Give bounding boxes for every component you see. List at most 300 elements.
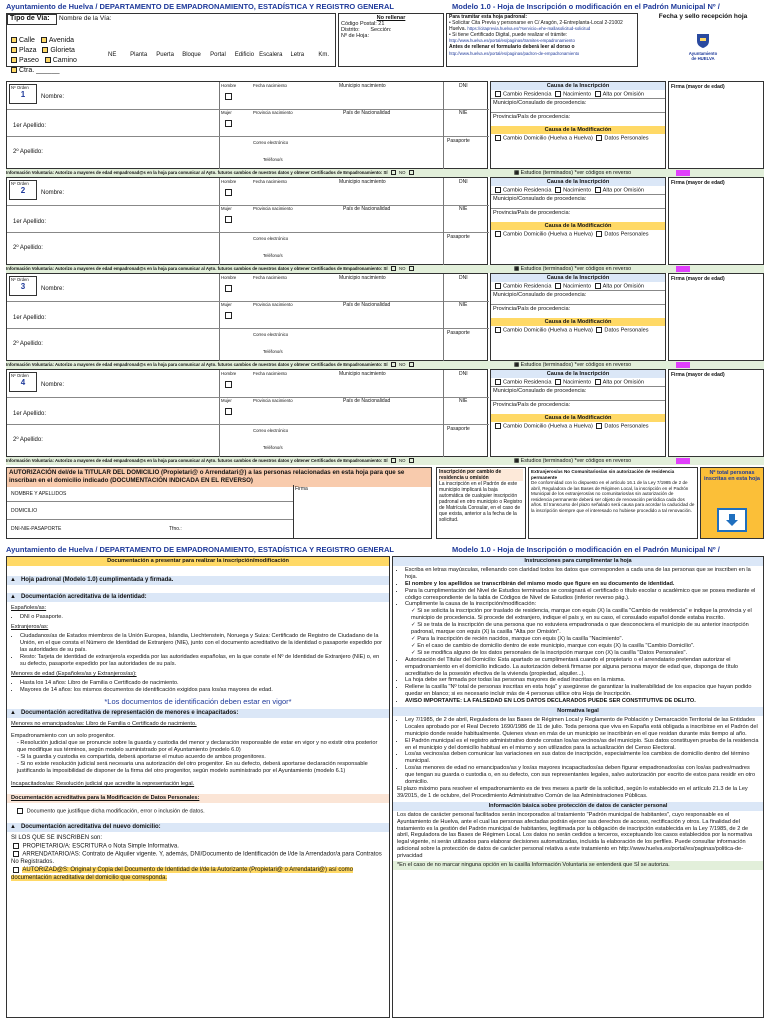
correo-label: Correo electrónico [253,428,289,433]
person-data-grid [6,81,488,169]
municipio-nacimiento-label: Municipio nacimiento [339,179,386,185]
tramitar-b1: Solicitar Cita Previa y personarse en C/ Aragón, 2-Entreplanta-Local 2-21002 Huelva. [449,19,623,33]
propietario-doc: PROPIETARIO/A: ESCRITURA o Nota Simple Informativa. [22,843,179,850]
mujer-checkbox[interactable] [223,312,234,319]
autorizacion-firma-label: Firma [295,486,308,492]
nombre-label: Nombre: [41,382,65,388]
padron-link[interactable]: http://www.huelva.es/portal/es/paginas/padron-de-empadronamiento [449,50,580,56]
cambio-domicilio-checkbox[interactable] [495,231,501,237]
si-los-inscriben: SI LOS QUE SE INSCRIBEN son: [11,835,103,842]
cambio-domicilio-label: Cambio Domicilio (Huelva a Huelva) [503,423,593,430]
dni-label: DNI [459,275,468,281]
autorizacion-nombre-label: NOMBRE Y APELLIDOS [11,491,67,497]
distrito-label: Distrito: [341,27,360,33]
page-header-right: Modelo 1.0 - Hoja de Inscripción o modificación en el Padrón Municipal Nº / [452,2,720,11]
municipio-nacimiento-label: Municipio nacimiento [339,275,386,281]
cambio-domicilio-label: Cambio Domicilio (Huelva a Huelva) [503,135,593,142]
correo-label: Correo electrónico [253,236,289,241]
orden-number: 4 [20,378,26,387]
pais-nacionalidad-label: País de Nacionalidad [343,110,391,116]
provincia-procedencia-label: Provincia/País de procedencia: [491,112,665,121]
causa-modificacion-title: Causa de la Modificación [491,318,665,326]
orden-label: Nº Orden [11,85,29,90]
hombre-checkbox[interactable] [223,381,234,388]
person-block [6,369,764,465]
total-personas-box [700,467,764,539]
nacimiento-checkbox[interactable] [555,379,561,385]
cambio-domicilio-label: Cambio Domicilio (Huelva a Huelva) [503,327,593,334]
col-puerta: Puerta [156,52,174,58]
hombre-label: Hombre [221,275,237,280]
alta-omision-checkbox[interactable] [595,187,601,193]
info-voluntaria-text: Información Voluntaria: Autorizo a mayores de edad empadronad@s en la hoja para comunicar al Ayto. futuros cambios de nuestros datos y obtener Certificados de Empadronamiento: SÍ [6,458,388,463]
info-no-checkbox[interactable] [409,458,414,463]
datos-personales-checkbox[interactable] [596,327,602,333]
pais-nacionalidad-label: País de Nacionalidad [343,206,391,212]
nacimiento-label: Nacimiento [563,379,592,386]
info-voluntaria-text: Información Voluntaria: Autorizo a mayores de edad empadronad@s en la hoja para comunicar al Ayto. futuros cambios de nuestros datos y obtener Certificados de Empadronamiento: SÍ [6,362,388,367]
domicilio-bar: ▲ Documentación acreditativa del nuevo domicilio: [7,823,389,832]
firma-label: Firma (mayor de edad) [671,276,725,282]
incapacitados: Incapacitados/as: Resolución judicial que acredite la representación legal. [11,781,195,787]
no-rellenar-title: No rellenar [376,15,406,21]
cambio-residencia-checkbox[interactable] [495,379,501,385]
propietario-checkbox [13,843,19,849]
nacimiento-label: Nacimiento [563,187,592,194]
fecha-nacimiento-label: Fecha nacimiento [253,83,287,88]
causa-box [490,273,666,361]
datos-personales-label: Datos Personales [604,231,649,238]
col-letra: Letra [290,52,305,58]
via-checkbox-calle[interactable] [11,37,17,43]
col-ne: NE [108,52,117,58]
alta-omision-checkbox[interactable] [595,283,601,289]
estudios-label: Estudios (terminados) *ver códigos en reverso [520,266,632,272]
municipio-procedencia-label: Municipio/Consulado de procedencia: [491,386,665,395]
tramitar-b2: Si tiene Certificado Digital, puede realizar el trámite: [452,31,568,38]
col-km: Km. [318,52,330,58]
autorizacion-domicilio-label: DOMICILIO [11,508,38,514]
pasaporte-label: Pasaporte [447,138,470,144]
causa-box [490,81,666,169]
firma-label: Firma (mayor de edad) [671,180,725,186]
pasaporte-label: Pasaporte [447,426,470,432]
info-no-checkbox[interactable] [409,362,414,367]
apellido2-label: 2º Apellido: [13,437,43,443]
nombre-via-label: Nombre de la Vía: [59,15,112,22]
apellido1-label: 1er Apellido: [13,123,47,129]
apellido1-label: 1er Apellido: [13,315,47,321]
col-escalera: Escalera [259,52,283,58]
guarda-compartida: Si la guardia y custodia es compartida, deberá aportarse el mutuo acuerdo de ambos progenitores. [20,754,266,760]
instr-1: • Escriba en letras mayúsculas, rellenando con claridad todos los datos que corresponden a cada una de las personas que se inscriben en la hoja. [405,567,759,581]
fecha-nacimiento-label: Fecha nacimiento [253,371,287,376]
col-portal: Portal [210,52,226,58]
nie-label: NIE [459,110,468,116]
seccion-label: Sección: [370,27,392,33]
col-bloque: Bloque [182,52,201,58]
nombre-label: Nombre: [41,190,65,196]
via-checkbox-ctra[interactable] [11,67,17,73]
estudios-row [514,457,674,465]
correo-label: Correo electrónico [253,332,289,337]
cambio-residencia-label: Cambio Residencia [503,283,552,290]
cita-previa-link[interactable]: https://citaprevia.huelva.es/?servicio=ehe-mallasolicitud-solicitud [467,26,591,32]
estudios-row [514,169,674,177]
provincia-procedencia-label: Provincia/País de procedencia: [491,400,665,409]
back-header-right: Modelo 1.0 - Hoja de Inscripción o modificación en el Padrón Municipal Nº / [452,545,720,554]
provincia-nacimiento-label: Provincia nacimiento [253,398,293,403]
cambio-domicilio-label: Cambio Domicilio (Huelva a Huelva) [503,231,593,238]
pasaporte-label: Pasaporte [447,330,470,336]
municipio-procedencia-label: Municipio/Consulado de procedencia: [491,290,665,299]
estudios-label: Estudios (terminados) *ver códigos en reverso [520,362,632,368]
modificacion-doc: Documento que justifique dicha modificación, error o inclusión de datos. [26,808,205,815]
mujer-checkbox[interactable] [223,120,234,127]
instr-7: • Rellene la casilla "Nº total de personas inscritas en esta hoja" y asegúrese de garantizar la inalterabilidad de los espacios que hayan podido quedar en blanco; si es necesario incluir más de 4 personas utilice otra Hoja de Inscripción. [405,684,759,698]
extranjeros-box [528,467,698,539]
proteccion-title: Información básica sobre protección de datos de carácter personal [393,802,763,811]
mod-checkbox [17,808,23,814]
causa-modificacion-title: Causa de la Modificación [491,222,665,230]
orden-box [9,276,37,296]
extranjeros-label: Extranjeros/as: [11,624,49,630]
estudios-icon: ▦ [514,362,520,368]
arrendatario-doc: ARRENDATARIO/AS: Contrato de Alquiler vigente. Y, además, DNI/Documento de Identificación de l/de la Arrendador/a para Contratos No Registrados. [11,851,382,866]
apellido1-label: 1er Apellido: [13,411,47,417]
fecha-nacimiento-label: Fecha nacimiento [253,179,287,184]
autorizados-doc: AUTORIZAD@S: Original y Copia del Documento de Identidad de l/de la Autorizante (Propietari@ o Arrendatari@) así como documentación acreditativa del domicilio que corresponda. [11,867,353,881]
alta-omision-checkbox[interactable] [595,379,601,385]
orden-number: 2 [20,186,26,195]
proteccion-foot: *En el caso de no marcar ninguna opción en la casilla Información Voluntaria se entenderá que SÍ se autoriza. [393,861,763,870]
sello-box [642,13,764,67]
mujer-label: Mujer [221,110,232,115]
nacimiento-checkbox[interactable] [555,283,561,289]
nacimiento-checkbox[interactable] [555,91,561,97]
apellido2-label: 2º Apellido: [13,245,43,251]
pasaporte-label: Pasaporte [447,234,470,240]
hombre-label: Hombre [221,371,237,376]
causa-inscripcion-title: Causa de la Inscripción [491,274,665,282]
info-no-label: NO [399,266,406,271]
cambio-residencia-checkbox[interactable] [495,91,501,97]
num-hoja-label: Nº de Hoja: [341,33,369,39]
causa-inscripcion-title: Causa de la Inscripción [491,178,665,186]
info-voluntaria-text: Información Voluntaria: Autorizo a mayores de edad empadronad@s en la hoja para comunicar al Ayto. futuros cambios de nuestros datos y obtener Certificados de Empadronamiento: SÍ [6,170,388,175]
estudios-icon: ▦ [514,458,520,464]
info-si-checkbox[interactable] [391,458,396,463]
datos-personales-checkbox[interactable] [596,231,602,237]
causa-inscripcion-title: Causa de la Inscripción [491,82,665,90]
orden-label: Nº Orden [11,181,29,186]
logo-text: Ayuntamiento de HUELVA [688,51,718,61]
provincia-nacimiento-label: Provincia nacimiento [253,302,293,307]
documentacion-title: Documentación a presentar para realizar la inscripción/modificación [7,557,389,566]
datos-personales-checkbox[interactable] [596,135,602,141]
hombre-checkbox[interactable] [223,189,234,196]
estudios-code-box[interactable] [676,362,690,368]
via-columns [99,52,337,68]
estudios-icon: ▦ [514,170,520,176]
sin-resolucion: Si no existe resolución judicial será necesaria una autorización del otro progenitor. En su defecto, deberá aportarse declaración responsable justificando la imposibilidad de disponer de la firma del otro progenitor, según modelo suministrado por el Ayuntamiento (modelo 6.1) [17,761,368,774]
instr-c4: En el caso de cambio de domicilio dentro de este municipio, marque con equis (X) la casilla "Cambio Domicilio". [417,642,695,649]
extranjeros-ue-doc: • Ciudadanos/as de Estados miembros de la Unión Europea, Islandia, Liechtenstein, Noruega y Suiza: Certificado de Registro de Ciudadano de la Unión, en el que consta el Número de Identidad de Extranjero (NIE), junto con el documento acreditativo de la identidad o pasaporte expedido por las autoridades de su país. [20,633,385,654]
estudios-label: Estudios (terminados) *ver códigos en reverso [520,170,632,176]
datos-personales-label: Datos Personales [604,423,649,430]
cambio-residencia-label: Cambio Residencia [503,379,552,386]
nacimiento-checkbox[interactable] [555,187,561,193]
tramitar-box: Para tramitar esta hoja padronal: • Solicitar Cita Previa y personarse en C/ Aragón, 2-Entreplanta-Local 2-21002 Huelva. https://citaprevia.huelva.es/?servicio=ehe-mallasolicitud-solicitud • Si tiene Certificado Digital, puede realizar el trámite: http://www.huelva.es/portal/es/paginas/tramites-empadronamiento Antes de rellenar el formulario deberá leer al dorso o http://www.huelva.es/portal/es/paginas/padron-de-empadronamiento [446,13,638,67]
huelva-logo [686,33,720,59]
info-no-label: NO [399,458,406,463]
dni-label: DNI [459,83,468,89]
via-checkbox-camino[interactable] [45,57,51,63]
estudios-label: Estudios (terminados) *ver códigos en reverso [520,458,632,464]
nacimiento-label: Nacimiento [563,283,592,290]
nie-label: NIE [459,206,468,212]
tramites-link[interactable]: http://www.huelva.es/portal/es/paginas/tramites-empadronamiento [449,38,575,44]
menores-mayores14: • Mayores de 14 años: los mismos documentos de identificación exigidos para los/as mayores de edad. [20,687,385,694]
cambio-residencia-checkbox[interactable] [495,283,501,289]
instrucciones-panel: Instrucciones para cumplimentar la hoja • Escriba en letras mayúsculas, rellenando con claridad todos los datos que corresponden a cada una de las personas que se inscriben en la hoja. • El nombre y los apellidos se transcribirán del mismo modo que figure en su documento de identidad. • Para la cumplimentación del Nivel de Estudios terminados se consignará el certificado o título escolar o académico que se posea mediante el código correspondiente de la tabla de Códigos de Nivel de Estudios (inferior reverso pág.). • Cumplimente la causa de la inscripción/modificación: ✓ Si se solicita la inscripción por traslado de residencia, marque con equis (X) la casilla "Cambio de residencia" e indique la provincia y el municipio de procedencia. Si procede del extranjero, indique el país y, en su caso, el consulado español donde estaba inscrito. ✓ Si se trata de la inscripción de una persona que no estuviera empadronada o que desconociera el municipio de su anterior inscripción padronal, marque con equis (X) la casilla "Alta por Omisión". ✓ Para la inscripción de recién nacidos, marque con equis (X) la casilla "Nacimiento". ✓ En el caso de cambio de domicilio dentro de este municipio, marque con equis (X) la casilla "Cambio Domicilio". ✓ Si se modifica alguno de los datos personales de la inscripción marque con (X) la casilla "Datos Personales". • Autorización del Titular del Domicilio: Esta apartado se cumplimentará cuando el propietario o el arrendatario pretendan autorizar el empadronamiento en el domicilio indicado. La autorización deberá firmarse por alguna persona mayor de edad que, disponga de título acreditativo de la posesión efectiva de la vivienda (propiedad, alquiler...). • La hoja debe ser firmada por todas las personas mayores de edad inscritas en la misma. • Rellene la casilla "Nº total de personas inscritas en esta hoja" y asegúrese de garantizar la inalterabilidad de los espacios que hayan podido quedar en blanco; si es necesario incluir más de 4 personas utilice otra Hoja de Inscripción. • AVISO IMPORTANTE: LA FALSEDAD EN LOS DATOS DECLARADOS PUEDE SER CONSTITUTIVE DE DELITO. Normativa legal • Ley 7/1985, de 2 de abril, Reguladora de las Bases de Régimen Local y Reglamento de Población y Demarcación Territorial de las Entidades Locales aprobado por el Real Decreto 1690/1986 de 11 de julio. Toda persona que viva en España está obligada a inscribirse en el Padrón del municipio donde reside habitualmente. Quienes vivan en más de un municipio se inscribirán en el que residan durante más tiempo al año. • El Padrón municipal es el registro administrativo donde constan los/as vecinos/as del municipio. Sus datos constituyen prueba de la residencia en el municipio y del domicilio habitual en el mismo y son utilizados para la actualización del Censo Electoral. • Los/as vecinos/as deben comunicar las variaciones en sus datos de inscripción, especialmente los cambios de domicilio dentro del término municipal. • Los/as menores de edad no emancipados/as y los/as mayores incapacitados/as deben figurar empadronados/as con los/as padres/madres que tengan su guarda o custodia o, en su defecto, con sus representantes legales, salvo autorización por escrito de estos para residir en otro domicilio. El plazo máximo para resolver el empadronamiento es de tres meses a partir de la solicitud, según lo establecido en el artículo 21.3 de la Ley 39/2015, de 1 de octubre, del Procedimiento Administrativo Común de las Administraciones Públicas. Información básica sobre protección de datos de carácter personal Los datos de carácter personal facilitados serán incorporados al tratamiento "Padrón municipal de habitantes", cuyo responsable es el Ayuntamiento de Huelva, ante el cual las personas afectadas podrán ejercer sus derechos de acceso, rectificación y otros. La finalidad del tratamiento es la gestión del Padrón municipal de habitantes, legitimada por la obligación de inscripción establecida en la Ley 7/1985, de 2 de abril, Reguladora de las Bases de Régimen Local. Los datos no serán cedidos a terceros, exceptuando los casos establecidos por la normativa legal vigente, ni serán utilizados para elaborar decisiones automatizadas, incluida la elaboración de los perfiles. Puede consultar información adicional sobre la protección de datos de carácter personal relativa a este tratamiento en http://www.huelva.es/portal/es/paginas/politica-de-privacidad *En el caso de no marcar ninguna opción en la casilla Información Voluntaria se entenderá que SÍ se autoriza. [392,556,764,1018]
instr-2: • El nombre y los apellidos se transcribirán del mismo modo que figure en su documento de identidad. [405,581,759,588]
arrendatario-checkbox [13,851,19,857]
municipio-procedencia-label: Municipio/Consulado de procedencia: [491,194,665,203]
cambio-residencia-label: Cambio Residencia [503,187,552,194]
normativa-2: • El Padrón municipal es el registro administrativo donde constan los/as vecinos/as del municipio. Sus datos constituyen prueba de la residencia en el municipio y del domicilio habitual en el mismo y son utilizados para la actualización del Censo Electoral. [405,738,759,752]
tramitar-antes: Antes de rellenar el formulario deberá leer al dorso o [449,43,575,50]
alta-omision-label: Alta por Omisión [602,379,644,386]
cambio-domicilio-checkbox[interactable] [495,327,501,333]
via-checkbox-glorieta[interactable] [42,47,48,53]
vigor-note: *Los documentos de identificación deben estar en vigor* [104,697,292,706]
info-no-label: NO [399,170,406,175]
normativa-title: Normativa legal [393,707,763,716]
extranjeros-resto-doc: • Resto: Tarjeta de identidad de extranjero/a expedida por las autoridades españolas, en la que conste el Nº de Identidad de Extranjero (NIE) o, en su defecto, pasaporte expedido por las autoridades de su país. [20,654,385,668]
espanoles-label: Españoles/as: [11,605,47,611]
estudios-code-box[interactable] [676,170,690,176]
telefono-label: Teléfono/s [263,253,283,258]
instr-4: • Cumplimente la causa de la inscripción/modificación: [405,601,759,608]
datos-personales-label: Datos Personales [604,135,649,142]
normativa-3: • Los/as vecinos/as deben comunicar las variaciones en sus datos de inscripción, especialmente los cambios de domicilio dentro del término municipal. [405,751,759,765]
via-checkbox-plaza[interactable] [11,47,17,53]
instr-c1: Si se solicita la inscripción por traslado de residencia, marque con equis (X) la casilla "Cambio de residencia" e indique la provincia y el municipio de procedencia. Si procede del extranjero, indique el país y, en su caso, el consulado español donde estaba inscrito. [411,608,752,622]
provincia-nacimiento-label: Provincia nacimiento [253,206,293,211]
mujer-checkbox[interactable] [223,216,234,223]
hombre-label: Hombre [221,179,237,184]
hoja-padronal-bar: ▲ Hoja padronal (Modelo 1.0) cumplimentada y firmada. [7,576,389,585]
person-block [6,81,764,177]
info-si-checkbox[interactable] [391,362,396,367]
col-edificio: Edificio [234,52,255,58]
via-checkbox-avenida[interactable] [41,37,47,43]
alta-omision-checkbox[interactable] [595,91,601,97]
mujer-label: Mujer [221,398,232,403]
alta-omision-label: Alta por Omisión [602,187,644,194]
municipio-nacimiento-label: Municipio nacimiento [339,83,386,89]
total-personas-title: Nº total personas inscritas en esta hoja [704,470,760,482]
orden-label: Nº Orden [11,277,29,282]
instr-c5: Si se modifica alguno de los datos personales de la inscripción marque con (X) la casilla "Datos Personales". [417,649,688,656]
instr-6: • La hoja debe ser firmada por todas las personas mayores de edad inscritas en la misma. [405,677,759,684]
menores-hasta14: • Hasta los 14 años: Libro de Familia o Certificado de nacimiento. [20,680,385,687]
arrow-down-icon [725,513,739,527]
info-no-checkbox[interactable] [409,170,414,175]
tipo-via-label: Tipo de Vía: [7,14,57,25]
nacimiento-label: Nacimiento [563,91,592,98]
inscripcion-cambio-box [436,467,526,539]
menores-label: Menores de edad (Españoles/as y Extranjeros/as): [11,671,137,677]
info-no-label: NO [399,362,406,367]
person-data-grid [6,369,488,457]
alta-omision-label: Alta por Omisión [602,283,644,290]
person-block [6,177,764,273]
nombre-label: Nombre: [41,94,65,100]
representacion-bar: ▲ Documentación acreditativa de representación de menores e incapacitados: [7,709,389,718]
apellido2-label: 2º Apellido: [13,149,43,155]
provincia-nacimiento-label: Provincia nacimiento [253,110,293,115]
datos-personales-checkbox[interactable] [596,423,602,429]
causa-box [490,177,666,265]
correo-label: Correo electrónico [253,140,289,145]
causa-box [490,369,666,457]
via-block [6,13,336,74]
firma-box[interactable] [668,177,764,265]
cambio-residencia-label: Cambio Residencia [503,91,552,98]
instr-c3: Para la inscripción de recién nacidos, marque con equis (X) la casilla "Nacimiento". [417,635,624,642]
orden-number: 3 [20,282,26,291]
back-header-left: Ayuntamiento de Huelva / DEPARTAMENTO DE EMPADRONAMIENTO, ESTADÍSTICA Y REGISTRO GENERAL [6,545,394,554]
alta-omision-label: Alta por Omisión [602,91,644,98]
tramitar-title: Para tramitar esta hoja padronal: [449,14,528,20]
firma-box[interactable] [668,369,764,457]
modificacion-title: Documentación acreditativa para la Modificación de Datos Personales: [7,794,389,803]
extranjeros-text: De conformidad con lo dispuesto en el artículo 16.1 de la Ley 7/1985 de 2 de abril, Reguladora de las Bases de Régimen Local, la inscripción en el Padrón Municipal de los extranjeros/as no comunitarios/as sin autorización de residencia permanente deberá ser objeto de renovación periódica cada dos años. El transcurso del plazo señalado será causa para acordar la caducidad de la inscripción siempre que el interesado no hubiese procedido a tal renovación. [531,480,695,513]
orden-box [9,372,37,392]
person-data-grid [6,177,488,265]
espanoles-doc: • DNI o Pasaporte. [20,614,385,621]
un-progenitor: Empadronamiento con un solo progenitor. [11,733,115,739]
estudios-code-box[interactable] [676,458,690,464]
normativa-1: • Ley 7/1985, de 2 de abril, Reguladora de las Bases de Régimen Local y Reglamento de Población y Demarcación Territorial de las Entidades Locales aprobado por el Real Decreto 1690/1986 de 11 de julio. Toda persona que viva en España está obligada a inscribirse en el Padrón del municipio donde reside habitualmente. Quienes vivan en más de un municipio se inscribirán en el que residan durante más tiempo al año. [405,717,759,738]
telefono-label: Teléfono/s [263,157,283,162]
no-emancipados: Menores no emancipados/as: Libro de Familia o Certificado de nacimiento. [11,721,197,727]
identidad-bar: ▲ Documentación acreditativa de la identidad: [7,593,389,602]
nie-label: NIE [459,398,468,404]
total-personas-input[interactable] [717,508,747,532]
sello-title: Fecha y sello recepción hoja [658,13,748,20]
provincia-procedencia-label: Provincia/País de procedencia: [491,304,665,313]
apellido2-label: 2º Apellido: [13,341,43,347]
estudios-code-box[interactable] [676,266,690,272]
info-si-checkbox[interactable] [391,170,396,175]
info-si-checkbox[interactable] [391,266,396,271]
orden-label: Nº Orden [11,373,29,378]
documentacion-panel: Documentación a presentar para realizar la inscripción/modificación ▲ Hoja padronal (Modelo 1.0) cumplimentada y firmada. ▲ Documentación acreditativa de la identidad: Españoles/as: • DNI o Pasaporte. Extranjeros/as: • Ciudadanos/as de Estados miembros de la Unión Europea, Islandia, Liechtenstein, Noruega y Suiza: Certificado de Registro de Ciudadano de la Unión, en el que consta el Número de Identidad de Extranjero (NIE), junto con el documento acreditativo de la identidad o pasaporte expedido por las autoridades de su país. • Resto: Tarjeta de identidad de extranjero/a expedida por las autoridades españolas, en la que conste el Nº de Identidad de Extranjero (NIE) o, en su defecto, pasaporte expedido por las autoridades de su país. Menores de edad (Españoles/as y Extranjeros/as): • Hasta los 14 años: Libro de Familia o Certificado de nacimiento. • Mayores de 14 años: los mismos documentos de identificación exigidos para los/as mayores de edad. *Los documentos de identificación deben estar en vigor* ▲ Documentación acreditativa de representación de menores e incapacitados: Menores no emancipados/as: Libro de Familia o Certificado de nacimiento. Empadronamiento con un solo progenitor. - Resolución judicial que se pronuncie sobre la guarda y custodia del menor y declaración responsable de estar en vigor y no existir otra posterior que modifique sus términos, según modelo suministrado por el Ayuntamiento (modelo 6.0) - Si la guardia y custodia es compartida, deberá aportarse el mutuo acuerdo de ambos progenitores. - Si no existe resolución judicial será necesaria una autorización del otro progenitor. En su defecto, deberá aportarse declaración responsable justificando la imposibilidad de disponer de la firma del otro progenitor, según modelo suministrado por el Ayuntamiento (modelo 6.1) Incapacitados/as: Resolución judicial que acredite la representación legal. Documentación acreditativa para la Modificación de Datos Personales: Documento que justifique dicha modificación, error o inclusión de datos. ▲ Documentación acreditativa del nuevo domicilio: SI LOS QUE SE INSCRIBEN son: PROPIETARIO/A: ESCRITURA o Nota Simple Informativa. ARRENDATARIO/AS: Contrato de Alquiler vigente. Y, además, DNI/Documento de Identificación de l/de la Arrendador/a para Contratos No Registrados. AUTORIZAD@S: Original y Copia del Documento de Identidad de l/de la Autorizante (Propietari@ o Arrendatari@) así como documentación acreditativa del domicilio que corresponda. [6,556,390,1018]
instrucciones-title: Instrucciones para cumplimentar la hoja [393,557,763,566]
firma-label: Firma (mayor de edad) [671,84,725,90]
cambio-domicilio-checkbox[interactable] [495,135,501,141]
autorizacion-title: AUTORIZACIÓN del/de la TITULAR DEL DOMICILIO (Propietari@ o Arrendatari@) a las personas relacionadas en esta hoja para que se inscriban en el domicilio indicado (DOCUMENTACIÓN INDICADA EN EL REVERSO) [7,468,431,487]
orden-box [9,84,37,104]
no-rellenar-box [338,13,444,67]
causa-inscripcion-title: Causa de la Inscripción [491,370,665,378]
dni-label: DNI [459,371,468,377]
mujer-label: Mujer [221,302,232,307]
autorizacion-tfno-label: Tfno.: [169,526,182,532]
autorizacion-dni-label: DNI-NIE-PASAPORTE [11,526,62,532]
col-planta: Planta [130,52,148,58]
telefono-label: Teléfono/s [263,349,283,354]
normativa-4: • Los/as menores de edad no emancipados/as y los/as mayores incapacitados/as deben figurar empadronados/as con los/as padres/madres que tengan su guarda o custodia o, en su defecto, con sus representantes legales, salvo autorización por escrito de estos para residir en otro domicilio. [405,765,759,786]
firma-box[interactable] [668,273,764,361]
estudios-row [514,265,674,273]
page-header-left: Ayuntamiento de Huelva / DEPARTAMENTO DE EMPADRONAMIENTO, ESTADÍSTICA Y REGISTRO GENERAL [6,2,394,11]
firma-label: Firma (mayor de edad) [671,372,725,378]
municipio-procedencia-label: Municipio/Consulado de procedencia: [491,98,665,107]
municipio-nacimiento-label: Municipio nacimiento [339,371,386,377]
codigo-postal: Código Postal: 21 [341,21,385,27]
orden-box [9,180,37,200]
instr-c2: Si se trata de la inscripción de una persona que no estuviera empadronada o que desconociera el municipio de su anterior inscripción padronal, marque con equis (X) la casilla "Alta por Omisión". [411,622,749,636]
telefono-label: Teléfono/s [263,445,283,450]
hombre-label: Hombre [221,83,237,88]
instr-3: • Para la cumplimentación del Nivel de Estudios terminados se consignará el certificado o título escolar o académico que se posea mediante el código correspondiente de la tabla de Códigos de Nivel de Estudios (inferior reverso pág.). [405,588,759,602]
person-block [6,273,764,369]
resolucion-judicial: Resolución judicial que se pronuncie sobre la guarda y custodia del menor y declaración responsable de estar en vigor y no existir otra posterior que modifique sus términos, según modelo suministrado por el Ayuntamiento (modelo 6.0) [17,740,378,753]
info-voluntaria-text: Información Voluntaria: Autorizo a mayores de edad empadronad@s en la hoja para comunicar al Ayto. futuros cambios de nuestros datos y obtener Certificados de Empadronamiento: SÍ [6,266,388,271]
estudios-icon: ▦ [514,266,520,272]
pais-nacionalidad-label: País de Nacionalidad [343,302,391,308]
cambio-residencia-checkbox[interactable] [495,187,501,193]
estudios-row [514,361,674,369]
firma-box[interactable] [668,81,764,169]
nie-label: NIE [459,302,468,308]
via-checkbox-paseo[interactable] [11,57,17,63]
causa-modificacion-title: Causa de la Modificación [491,126,665,134]
via-options: Calle Avenida Plaza Glorieta Paseo Camino Ctra. ______ [9,36,99,76]
hombre-checkbox[interactable] [223,285,234,292]
instr-5: • Autorización del Titular del Domicilio: Esta apartado se cumplimentará cuando el propietario o el arrendatario pretendan autorizar el empadronamiento en el domicilio indicado. La autorización deberá firmarse por alguna persona mayor de edad que, disponga de título acreditativo de la posesión efectiva de la vivienda (propiedad, alquiler...). [405,657,759,678]
dni-label: DNI [459,179,468,185]
causa-modificacion-title: Causa de la Modificación [491,414,665,422]
mujer-label: Mujer [221,206,232,211]
inscripcion-cambio-text: La inscripción en el Padrón de este municipio implicará la baja automática de cualquier inscripción padronal en otro municipio o Registro de Matrícula Consular, en el caso de que exista, anterior a la fecha de la solicitud. [439,481,523,523]
apellido1-label: 1er Apellido: [13,219,47,225]
hombre-checkbox[interactable] [223,93,234,100]
inscripcion-cambio-title: Inscripción por cambio de residencia u omisión [439,469,523,481]
normativa-5: El plazo máximo para resolver el empadronamiento es de tres meses a partir de la solicitud, según lo establecido en el artículo 21.3 de la Ley 39/2015, de 1 de octubre, del Procedimiento Administrativo Común de las Administraciones Públicas. [397,786,748,799]
nombre-label: Nombre: [41,286,65,292]
instr-8: • AVISO IMPORTANTE: LA FALSEDAD EN LOS DATOS DECLARADOS PUEDE SER CONSTITUTIVE DE DELITO. [405,698,759,705]
fecha-nacimiento-label: Fecha nacimiento [253,275,287,280]
extranjeros-title: Extranjeros/as No Comunitarios/as sin autorización de residencia permanente [531,469,675,480]
shield-icon [696,33,710,49]
person-data-grid [6,273,488,361]
autorizacion-box [6,467,432,539]
info-no-checkbox[interactable] [409,266,414,271]
autorizados-checkbox [13,867,19,873]
pais-nacionalidad-label: País de Nacionalidad [343,398,391,404]
datos-personales-label: Datos Personales [604,327,649,334]
cambio-domicilio-checkbox[interactable] [495,423,501,429]
orden-number: 1 [20,90,26,99]
proteccion-text: Los datos de carácter personal facilitados serán incorporados al tratamiento "Padrón municipal de habitantes", cuyo responsable es el Ayuntamiento de Huelva, ante el cual las personas afectadas podrán ejercer sus derechos de acceso, rectificación y otros. La finalidad del tratamiento es la gestión del Padrón municipal de habitantes, legitimada por la obligación de inscripción establecida en la Ley 7/1985, de 2 de abril, Reguladora de las Bases de Régimen Local. Los datos no serán cedidos a terceros, exceptuando los casos establecidos por la normativa legal vigente, ni serán utilizados para elaborar decisiones automatizadas, incluida la elaboración de los perfiles. Puede consultar información adicional sobre la protección de datos de carácter personal relativa a este tratamiento en http://www.huelva.es/portal/es/paginas/politica-de-privacidad [397,811,753,860]
mujer-checkbox[interactable] [223,408,234,415]
provincia-procedencia-label: Provincia/País de procedencia: [491,208,665,217]
